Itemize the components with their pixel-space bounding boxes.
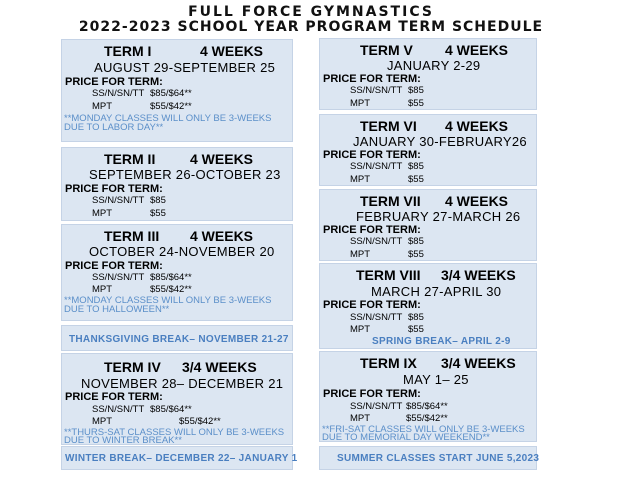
schedule-title: 2022-2023 SCHOOL YEAR PROGRAM TERM SCHEDULE: [78, 19, 544, 35]
ss-label: SS/N/SN/TT: [350, 312, 403, 323]
term-name: TERM V: [360, 42, 413, 58]
ss-label: SS/N/SN/TT: [350, 236, 403, 247]
price-label: PRICE FOR TERM:: [323, 388, 421, 400]
mpt-label: MPT: [350, 413, 371, 424]
term-note-line1: **MONDAY CLASSES WILL ONLY BE 3-WEEKS: [64, 295, 272, 306]
term-3-card: [61, 224, 293, 321]
price-label: PRICE FOR TERM:: [65, 183, 163, 195]
term-note-line2: DUE TO LABOR DAY**: [64, 122, 164, 133]
term-dates: MAY 1– 25: [403, 372, 469, 387]
term-name: TERM VIII: [356, 267, 421, 283]
mpt-label: MPT: [350, 324, 371, 335]
term-note-line2: DUE TO WINTER BREAK**: [64, 435, 182, 446]
term-5-card: [319, 38, 537, 110]
term-dates: NOVEMBER 28– DECEMBER 21: [81, 376, 284, 391]
ss-price: $85: [408, 236, 424, 247]
term-1-card: [61, 39, 293, 142]
price-label: PRICE FOR TERM:: [323, 73, 421, 85]
term-weeks: 4 WEEKS: [190, 151, 254, 167]
term-note-line1: **FRI-SAT CLASSES WILL ONLY BE 3-WEEKS: [322, 424, 525, 435]
mpt-price: $55: [408, 174, 424, 185]
ss-price: $85: [408, 312, 424, 323]
mpt-label: MPT: [350, 174, 371, 185]
ss-price: $85/$64**: [150, 404, 192, 415]
price-label: PRICE FOR TERM:: [65, 391, 163, 403]
summer-classes-box: [319, 446, 540, 470]
ss-price: $85/$64**: [150, 272, 192, 283]
term-weeks: 3/4 WEEKS: [441, 267, 516, 283]
term-dates: MARCH 27-APRIL 30: [371, 284, 502, 299]
mpt-label: MPT: [350, 98, 371, 109]
term-note-line2: DUE TO MEMORIAL DAY WEEKEND**: [322, 432, 490, 443]
price-label: PRICE FOR TERM:: [65, 260, 163, 272]
mpt-price: $55: [408, 249, 424, 260]
term-8-card: [319, 263, 537, 349]
mpt-label: MPT: [350, 249, 371, 260]
term-name: TERM III: [104, 228, 160, 244]
term-dates: OCTOBER 24-NOVEMBER 20: [89, 244, 275, 259]
ss-label: SS/N/SN/TT: [350, 85, 403, 96]
spring-break-text: SPRING BREAK– APRIL 2-9: [372, 336, 511, 347]
mpt-label: MPT: [92, 101, 113, 112]
ss-price: $85/$64**: [150, 88, 192, 99]
price-label: PRICE FOR TERM:: [65, 76, 163, 88]
ss-label: SS/N/SN/TT: [92, 88, 145, 99]
term-name: TERM IV: [104, 359, 161, 375]
thanksgiving-break-text: THANKSGIVING BREAK– NOVEMBER 21-27: [69, 334, 289, 345]
ss-label: SS/N/SN/TT: [92, 195, 145, 206]
term-dates: JANUARY 30-FEBRUARY26: [353, 134, 527, 149]
term-name: TERM II: [104, 151, 156, 167]
term-weeks: 4 WEEKS: [445, 118, 509, 134]
term-note-line1: **MONDAY CLASSES WILL ONLY BE 3-WEEKS: [64, 113, 272, 124]
price-label: PRICE FOR TERM:: [323, 299, 421, 311]
term-dates: AUGUST 29-SEPTEMBER 25: [94, 60, 276, 75]
ss-label: SS/N/SN/TT: [92, 272, 145, 283]
term-7-card: [319, 189, 537, 261]
term-weeks: 3/4 WEEKS: [441, 355, 516, 371]
term-dates: JANUARY 2-29: [387, 58, 481, 73]
term-weeks: 4 WEEKS: [445, 42, 509, 58]
price-label: PRICE FOR TERM:: [323, 149, 421, 161]
term-weeks: 4 WEEKS: [190, 228, 254, 244]
term-name: TERM VI: [360, 118, 417, 134]
term-6-card: [319, 114, 537, 186]
price-label: PRICE FOR TERM:: [323, 224, 421, 236]
mpt-price: $55: [150, 208, 166, 219]
term-name: TERM VII: [360, 193, 421, 209]
term-name: TERM IX: [360, 355, 417, 371]
term-4-card: [61, 353, 293, 445]
mpt-price: $55: [408, 324, 424, 335]
mpt-label: MPT: [92, 416, 113, 427]
mpt-price: $55/$42**: [406, 413, 448, 424]
ss-label: SS/N/SN/TT: [350, 161, 403, 172]
winter-break-text: WINTER BREAK– DECEMBER 22– JANUARY 1: [65, 453, 298, 464]
ss-price: $85: [150, 195, 166, 206]
ss-price: $85: [408, 161, 424, 172]
ss-price: $85/$64**: [406, 401, 448, 412]
winter-break-box: [61, 446, 298, 470]
term-weeks: 4 WEEKS: [200, 43, 264, 59]
summer-classes-text: SUMMER CLASSES START JUNE 5,2023: [337, 453, 540, 464]
term-dates: SEPTEMBER 26-OCTOBER 23: [89, 167, 281, 182]
mpt-label: MPT: [92, 284, 113, 295]
school-name: FULL FORCE GYMNASTICS: [188, 4, 434, 20]
term-weeks: 3/4 WEEKS: [182, 359, 257, 375]
mpt-label: MPT: [92, 208, 113, 219]
term-9-card: [319, 351, 537, 442]
ss-label: SS/N/SN/TT: [92, 404, 145, 415]
mpt-price: $55: [408, 98, 424, 109]
term-note-line1: **THURS-SAT CLASSES WILL ONLY BE 3-WEEKS: [64, 427, 285, 438]
term-name: TERM I: [104, 43, 152, 59]
term-weeks: 4 WEEKS: [445, 193, 509, 209]
term-2-card: [61, 147, 293, 221]
mpt-price: $55/$42**: [179, 416, 221, 427]
term-dates: FEBRUARY 27-MARCH 26: [356, 209, 521, 224]
term-note-line2: DUE TO HALLOWEEN**: [64, 304, 170, 315]
mpt-price: $55/$42**: [150, 284, 192, 295]
ss-label: SS/N/SN/TT: [350, 401, 403, 412]
thanksgiving-break-box: [61, 325, 293, 351]
mpt-price: $55/$42**: [150, 101, 192, 112]
ss-price: $85: [408, 85, 424, 96]
